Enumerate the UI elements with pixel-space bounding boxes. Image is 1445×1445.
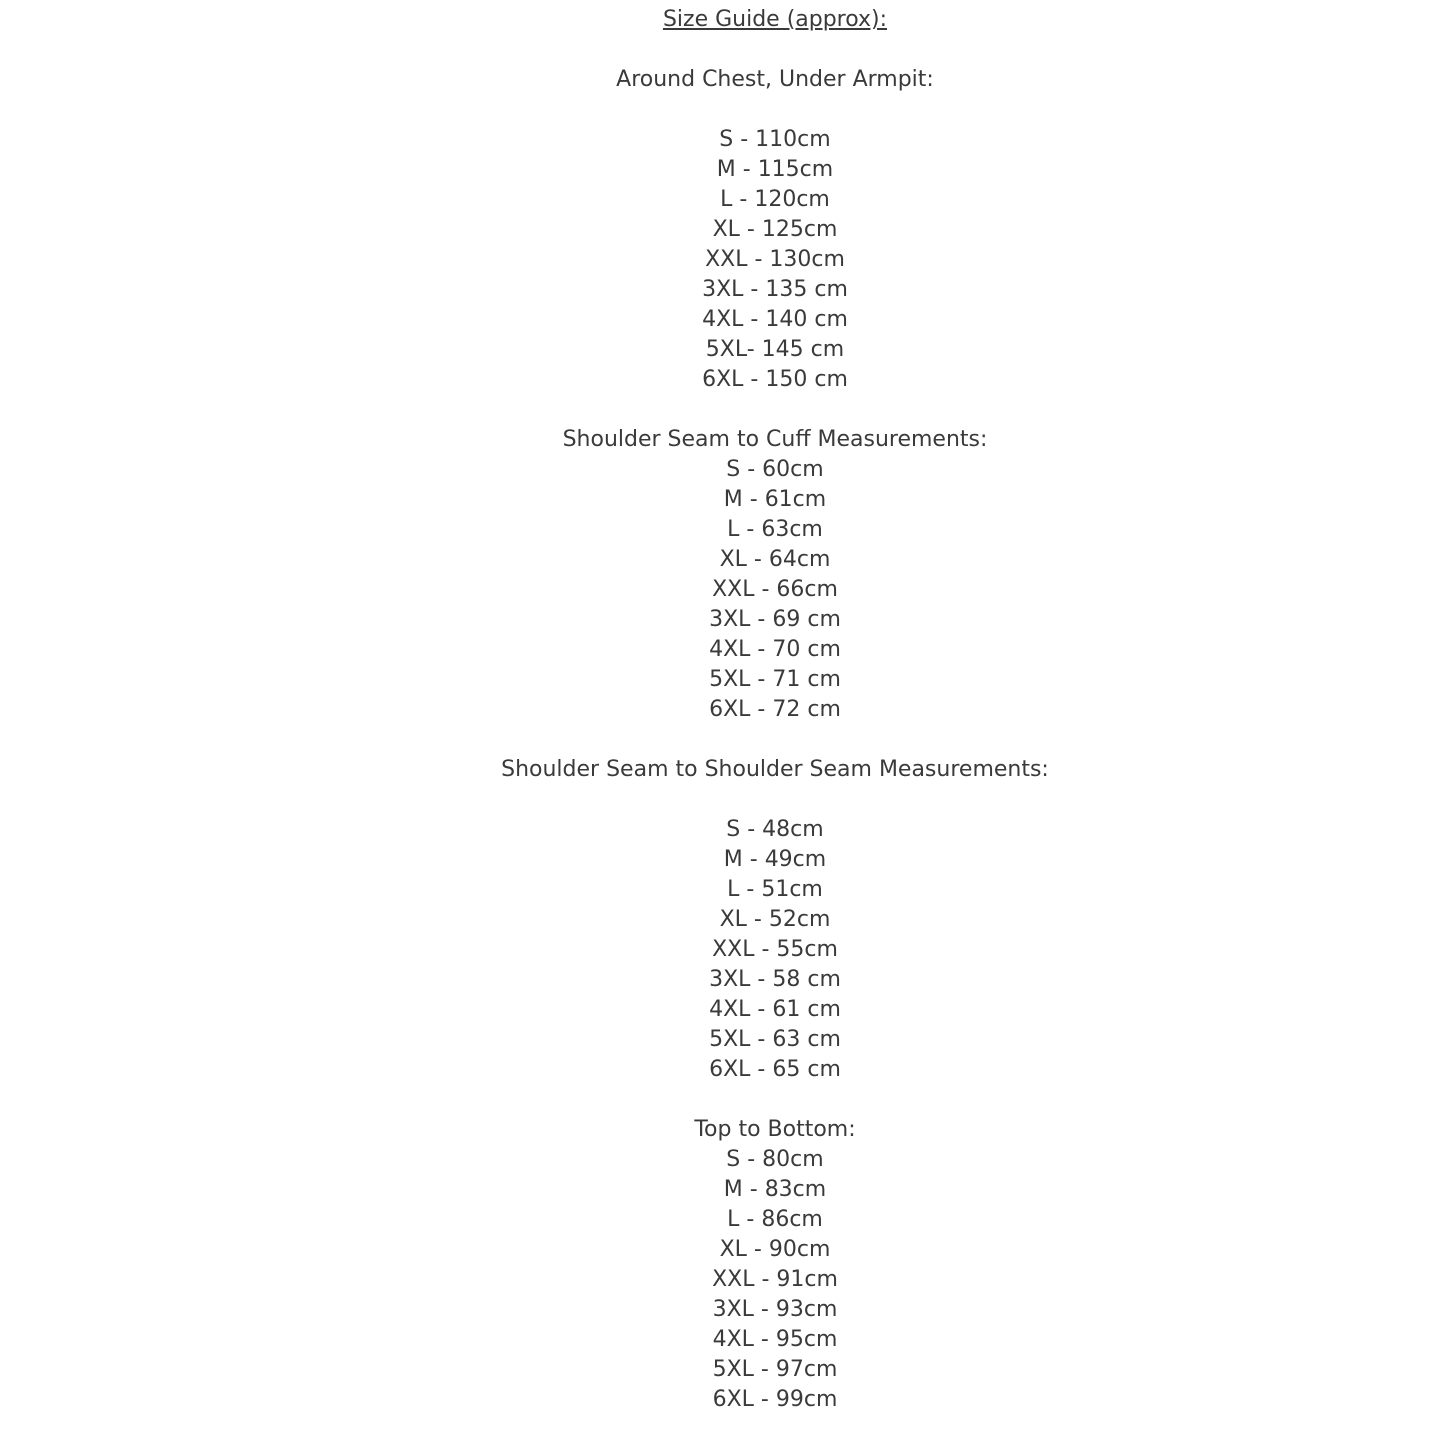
section-heading-shoulder: Shoulder Seam to Shoulder Seam Measurements:: [501, 757, 1049, 782]
size-guide-document: [105, 0, 1445, 1415]
size-row: L - 120cm: [720, 187, 830, 212]
size-row: M - 61cm: [723, 487, 827, 512]
spacer-line: [105, 95, 1445, 125]
size-row: XL - 90cm: [719, 1237, 831, 1262]
spacer-line: [105, 35, 1445, 65]
size-row: L - 63cm: [727, 517, 823, 542]
size-row: XXL - 66cm: [712, 577, 838, 602]
size-row: 3XL - 69 cm: [709, 607, 841, 632]
size-row: 5XL - 63 cm: [709, 1027, 841, 1052]
size-row: XL - 64cm: [719, 547, 831, 572]
size-row: M - 83cm: [723, 1177, 827, 1202]
size-row: 5XL - 97cm: [712, 1357, 838, 1382]
size-row: XL - 52cm: [719, 907, 831, 932]
size-row: L - 51cm: [727, 877, 823, 902]
section-heading-length: Top to Bottom:: [694, 1117, 856, 1142]
size-row: L - 86cm: [727, 1207, 823, 1232]
size-row: S - 80cm: [726, 1147, 824, 1172]
size-row: M - 115cm: [716, 157, 834, 182]
size-row: 5XL- 145 cm: [705, 337, 845, 362]
size-row: 5XL - 71 cm: [709, 667, 841, 692]
size-row: 4XL - 61 cm: [709, 997, 841, 1022]
size-row: M - 49cm: [723, 847, 827, 872]
size-row: 6XL - 99cm: [712, 1387, 838, 1412]
size-row: XXL - 55cm: [712, 937, 838, 962]
section-heading-cuff: Shoulder Seam to Cuff Measurements:: [562, 427, 988, 452]
size-row: 4XL - 95cm: [712, 1327, 838, 1352]
size-row: S - 48cm: [726, 817, 824, 842]
size-row: 6XL - 150 cm: [702, 367, 848, 392]
size-row: XXL - 91cm: [712, 1267, 838, 1292]
size-row: XXL - 130cm: [705, 247, 845, 272]
size-row: S - 60cm: [726, 457, 824, 482]
size-row: XL - 125cm: [712, 217, 838, 242]
spacer-line: [105, 1085, 1445, 1115]
size-row: 4XL - 140 cm: [702, 307, 848, 332]
size-guide-title: [105, 5, 1445, 35]
size-row: 3XL - 135 cm: [702, 277, 848, 302]
spacer-line: [105, 395, 1445, 425]
section-heading-chest: Around Chest, Under Armpit:: [616, 67, 934, 92]
size-row: 3XL - 58 cm: [709, 967, 841, 992]
size-row: 6XL - 72 cm: [709, 697, 841, 722]
size-row: S - 110cm: [719, 127, 831, 152]
size-row: 3XL - 93cm: [712, 1297, 838, 1322]
size-guide-title-text: Size Guide (approx):: [662, 7, 888, 32]
size-row: 4XL - 70 cm: [709, 637, 841, 662]
spacer-line: [105, 725, 1445, 755]
size-row: 6XL - 65 cm: [709, 1057, 841, 1082]
spacer-line: [105, 785, 1445, 815]
